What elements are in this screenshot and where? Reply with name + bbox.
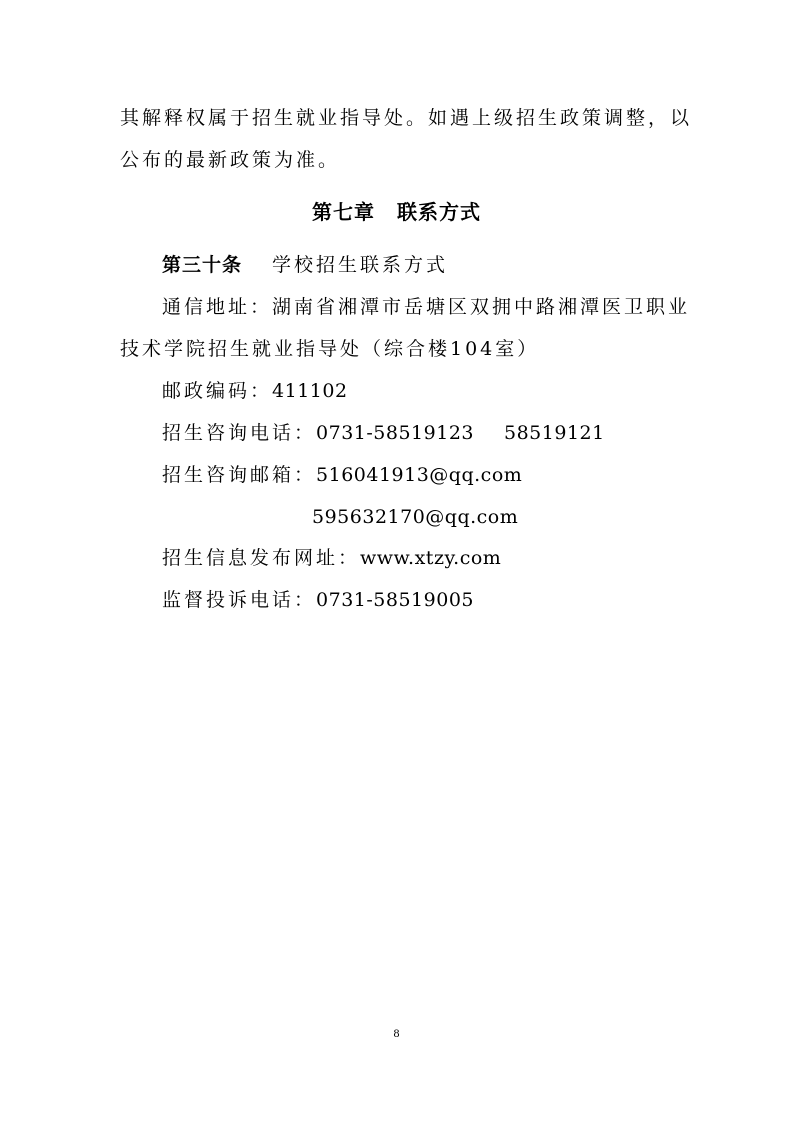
phone-line xyxy=(162,421,722,445)
page-number: 8 xyxy=(393,1026,400,1040)
website-label: 招生信息发布网址： xyxy=(162,547,361,569)
phone-label: 招生咨询电话： xyxy=(162,422,317,444)
postal-code: 411102 xyxy=(272,380,348,402)
website-url: www.xtzy.com xyxy=(360,547,502,569)
paragraph-line: 其解释权属于招生就业指导处。如遇上级招生政策调整，以 xyxy=(120,107,693,129)
chapter-title: 联系方式 xyxy=(397,200,481,224)
article-heading xyxy=(162,253,722,277)
complaint-phone: 0731-58519005 xyxy=(316,589,474,611)
phone-number: 58519121 xyxy=(504,422,605,444)
article-title: 学校招生联系方式 xyxy=(272,254,449,276)
address-line: 技术学院招生就业指导处（综合楼104室） xyxy=(120,338,540,360)
postal-label: 邮政编码： xyxy=(162,380,273,402)
article-label: 第三十条 xyxy=(162,254,243,276)
email-line xyxy=(162,463,722,487)
email-address: 595632170@qq.com xyxy=(312,506,519,528)
phone-number: 0731-58519123 xyxy=(316,422,474,444)
paragraph-line: 公布的最新政策为准。 xyxy=(120,149,341,171)
postal-code-line xyxy=(162,379,722,403)
email-label: 招生咨询邮箱： xyxy=(162,464,317,486)
email-line xyxy=(312,505,793,529)
chapter-heading xyxy=(0,199,793,225)
complaint-label: 监督投诉电话： xyxy=(162,589,317,611)
address-line: 通信地址：湖南省湘潭市岳塘区双拥中路湘潭医卫职业 xyxy=(162,296,691,318)
email-address: 516041913@qq.com xyxy=(316,464,523,486)
complaint-phone-line xyxy=(162,588,722,612)
chapter-number: 第七章 xyxy=(312,200,375,224)
website-line xyxy=(162,546,722,570)
